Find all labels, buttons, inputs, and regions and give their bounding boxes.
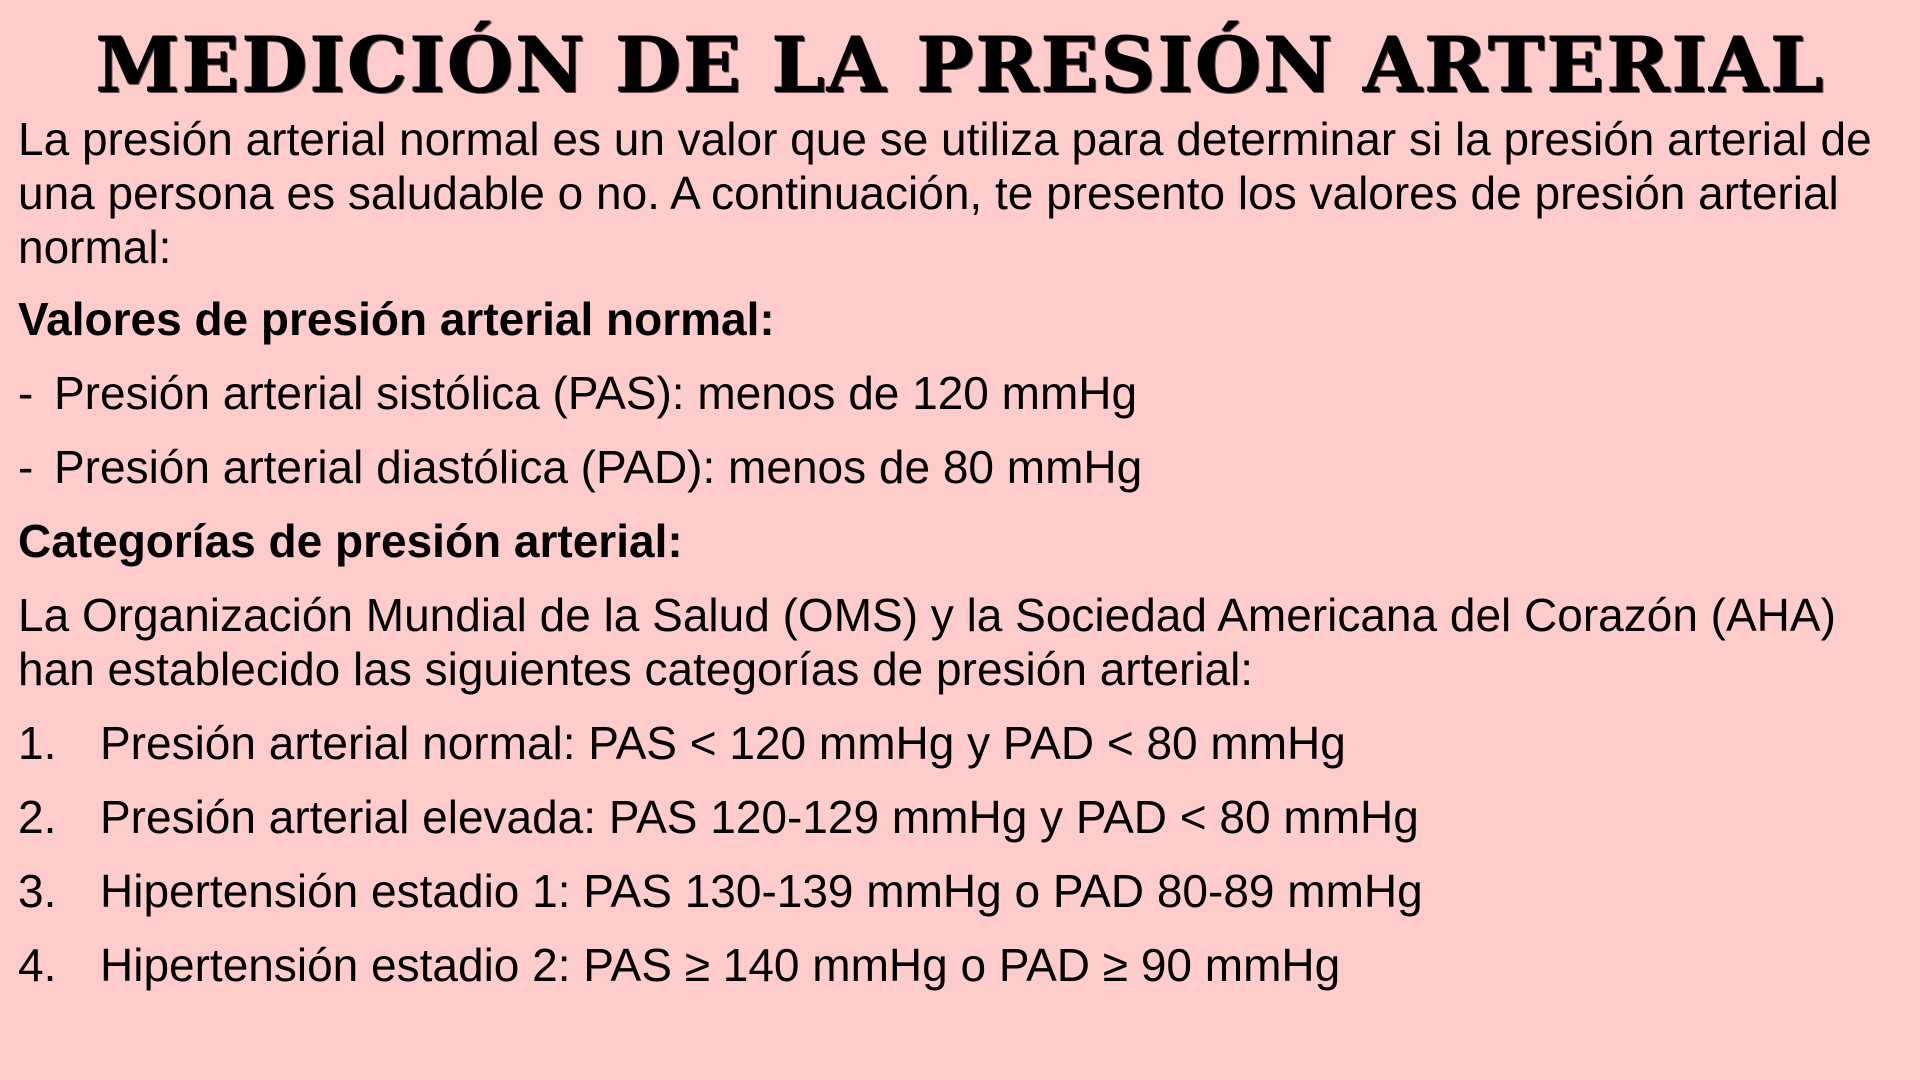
list-number: 3.: [18, 865, 57, 917]
list-item-text: Presión arterial sistólica (PAS): menos de 120 mmHg: [54, 367, 1138, 419]
dash-marker: -: [18, 441, 34, 493]
list-number: 4.: [18, 939, 57, 991]
categories-paragraph: La Organización Mundial de la Salud (OMS) y la Sociedad Americana del Corazón (AHA) han establecido las siguientes categorías de presión arterial:: [18, 589, 1836, 695]
dash-marker: -: [18, 367, 34, 419]
list-item: [18, 440, 1902, 494]
intro-paragraph: La presión arterial normal es un valor que se utiliza para determinar si la presión arterial de una persona es saludable o no. A continuación, te presento los valores de presión arterial normal:: [18, 113, 1872, 273]
normal-values-heading: Valores de presión arterial normal:: [18, 293, 775, 345]
slide-title: MEDICIÓN DE LA PRESIÓN ARTERIAL: [94, 20, 1826, 109]
list-item-text: Presión arterial normal: PAS < 120 mmHg y PAD < 80 mmHg: [100, 717, 1346, 769]
list-number: 2.: [18, 791, 57, 843]
list-item-text: Hipertensión estadio 1: PAS 130-139 mmHg o PAD 80-89 mmHg: [100, 865, 1423, 917]
list-item: [18, 366, 1902, 420]
list-item-text: Presión arterial diastólica (PAD): menos de 80 mmHg: [54, 441, 1143, 493]
list-item-text: Presión arterial elevada: PAS 120-129 mmHg y PAD < 80 mmHg: [100, 791, 1419, 843]
normal-values-list: [18, 366, 1902, 494]
list-number: 1.: [18, 717, 57, 769]
list-item: [18, 938, 1902, 992]
list-item-text: Hipertensión estadio 2: PAS ≥ 140 mmHg o PAD ≥ 90 mmHg: [100, 939, 1341, 991]
list-item: [18, 864, 1902, 918]
list-item: [18, 790, 1902, 844]
list-item: [18, 716, 1902, 770]
categories-list: [18, 716, 1902, 992]
categories-heading: Categorías de presión arterial:: [18, 515, 683, 567]
